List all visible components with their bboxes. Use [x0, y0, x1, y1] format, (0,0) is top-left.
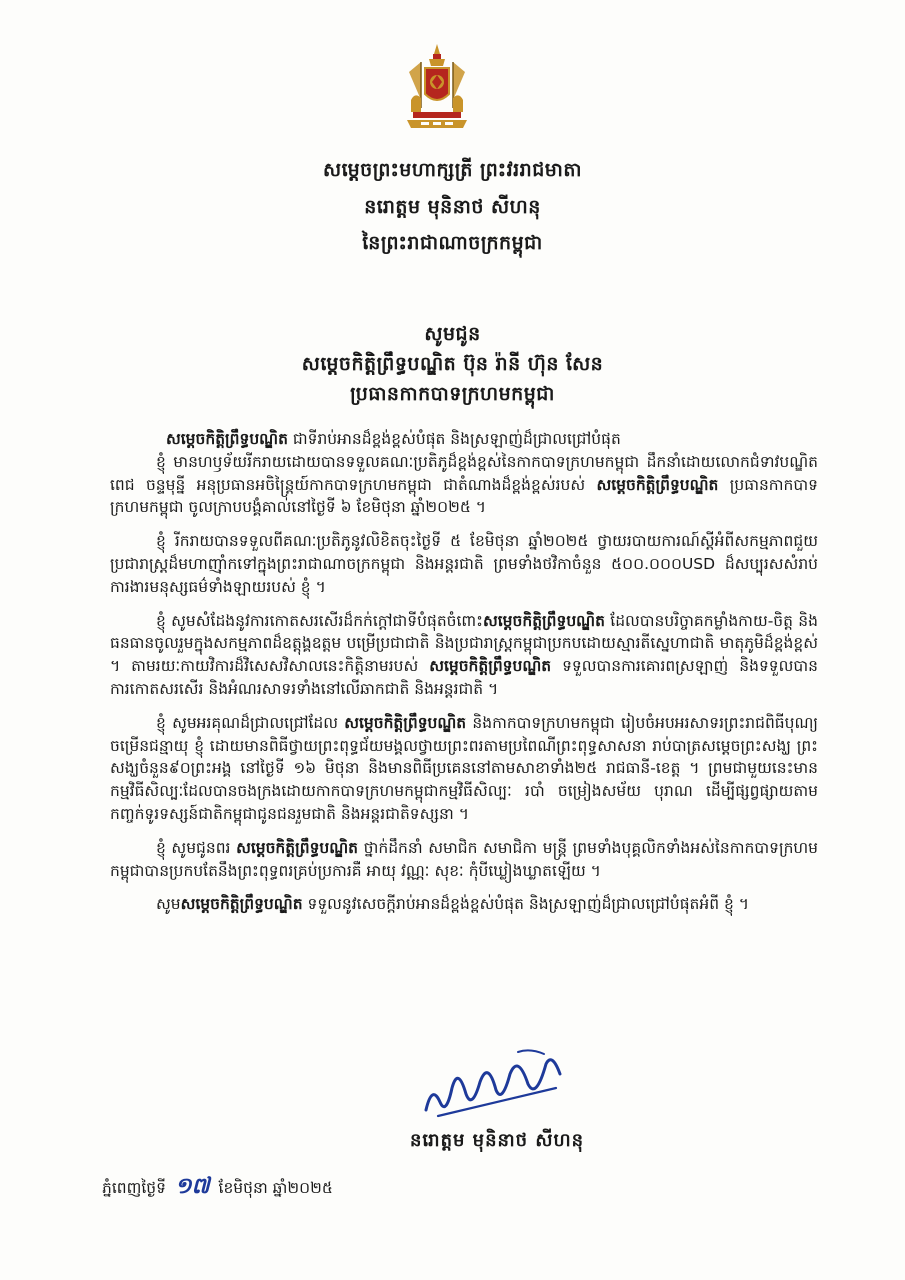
honorific-bold: សម្តេចកិត្តិព្រឹទ្ធបណ្ឌិត: [180, 895, 303, 914]
honorific-bold: សម្តេចកិត្តិព្រឹទ្ធបណ្ឌិត: [166, 430, 288, 448]
date-day-handwritten: ១៧: [174, 1174, 210, 1199]
paragraph-appreciation: [110, 610, 818, 701]
text-span: ខ្ញុំ សូមសំដែងនូវការកោតសរសើរដ៏កក់ក្តៅជាទីបំផុតចំពោះ: [156, 611, 483, 630]
paragraph-delegation: [110, 451, 818, 519]
paragraph-donation: [110, 530, 818, 598]
sender-country: នៃព្រះរាជាណាចក្រកម្ពុជា: [362, 232, 543, 254]
text-span: ជាទីរាប់អានដ៏ខ្ពង់ខ្ពស់បំផុត និងស្រឡាញ់ដ៏ជ្រាលជ្រៅបំផុត: [287, 430, 621, 448]
text-span: ខ្ញុំ រីករាយបានទទួលពីគណៈប្រតិភូនូវលិខិតចុះថ្ងៃទី ៥ ខែមិថុនា ឆ្នាំ២០២៥ ថ្វាយរបាយការណ៍ស្តីអំពីសកម្មភាពជួយប្រជារាស្ត្រដ៏មហាញ៉ាំកទៅក្នុងព្រះរាជាណាចក្រកម្ពុជា និងអន្តរជាតិ ព្រមទាំងថវិកាចំនួន ៥០០.០០០USD ដ៏សប្បុរសសំរាប់ការងារមនុស្សធម៌ទាំងឡាយរបស់ ខ្ញុំ ។: [110, 532, 818, 596]
honorific-bold: សម្តេចកិត្តិព្រឹទ្ធបណ្ឌិត: [483, 611, 605, 630]
paragraph-opening: [110, 428, 818, 451]
date-prefix: ភ្នំពេញថ្ងៃទី: [102, 1179, 166, 1197]
text-span: និងកាកបាទក្រហមកម្ពុជា រៀបចំអបអរសាទរព្រះរាជពិធីបុណ្យចម្រើនជន្មាយុ ខ្ញុំ ដោយមានពិធីថ្វាយព្រះពុទ្ធជ័យមង្គលថ្វាយព្រះពរតាមប្រពៃណីព្រះពុទ្ធសាសនា រាប់បាត្រសម្តេចព្រះសង្ឃ ព្រះសង្ឃចំនួន៩០ព្រះអង្គ នៅថ្ងៃទី ១៦ មិថុនា និងមានពិធីប្រគេននៅតាមសាខាទាំង២៥ រាជធានី-ខេត្ត ។ ព្រមជាមួយនេះមានកម្មវិធីសិល្បៈដែលបានចងក្រងដោយកាកបាទក្រហមកម្ពុជាកម្មវិធីសិល្បៈ របាំ ចម្រៀងសម័យ បុរាណ ដើម្បីផ្សព្វផ្សាយតាមកញ្ចក់ទូរទស្សន៍ជាតិកម្ពុជាជូនជនរួមជាតិ និងអន្តរជាតិទស្សនា ។: [110, 713, 818, 823]
honorific-bold: សម្តេចកិត្តិព្រឹទ្ធបណ្ឌិត: [596, 475, 719, 494]
text-span: ខ្ញុំ សូមអរគុណដ៏ជ្រាលជ្រៅដែល: [156, 713, 345, 732]
paragraph-thanks: [110, 712, 818, 826]
sender-name: នរោត្តម មុនិនាថ សីហនុ: [364, 196, 541, 218]
text-span: សូម: [156, 895, 181, 914]
royal-emblem-icon: [399, 42, 475, 132]
honorific-bold: សម្តេចកិត្តិព្រឹទ្ធបណ្ឌិត: [344, 713, 467, 732]
text-span: ថ្នាក់ដឹកនាំ សមាជិក សមាជិកា មន្ត្រី ព្រមទាំងបុគ្គលិកទាំងអស់នៃកាកបាទក្រហមកម្ពុជាបានប្រកបតែនឹងព្រះពុទ្ធពរគ្រប់ប្រការគឺ អាយុ វណ្ណៈ សុខៈ កុំបីឃ្លៀងឃ្លាតឡើយ ។: [110, 838, 819, 880]
text-span: ដែលបានបរិច្ចាគកម្លាំងកាយ-ចិត្ត និងធនធានចូលរួមក្នុងសកម្មភាពដ៏ឧត្តុង្គឧត្តម បម្រើប្រជាជាតិ និងប្រជារាស្ត្រកម្ពុជាប្រកបដោយស្មារតីស្នេហាជាតិ មាតុភូមិដ៏ខ្ពង់ខ្ពស់ ។ តាមរយៈកាយវិការដ៏វិសេសវិសាលនេះកិត្តិនាមរបស់: [110, 611, 818, 676]
addressee-name: សម្តេចកិត្តិព្រឹទ្ធបណ្ឌិត ប៊ុន រ៉ានី ហ៊ុន សែន: [301, 353, 604, 375]
signer-name: នរោត្តម មុនិនាថ សីហនុ: [410, 1130, 585, 1151]
date-line: [102, 1172, 333, 1204]
paragraph-closing: [110, 893, 818, 916]
text-span: ខ្ញុំ មានហឫទ័យរីករាយដោយបានទទួលគណៈប្រតិភូដ៏ខ្ពង់ខ្ពស់នៃកាកបាទក្រហមកម្ពុជា ដឹកនាំដោយលោកជំទាវបណ្ឌិត ពេជ ចន្ទមុន្នី អនុប្រធានអចិន្ត្រៃយ៍កាកបាទក្រហមកម្ពុជា ជាតំណាងដ៏ខ្ពង់ខ្ពស់របស់: [110, 452, 818, 494]
sender-title: សម្តេចព្រះមហាក្សត្រី ព្រះវររាជមាតា: [323, 159, 582, 181]
addressee-position: ប្រធានកាកបាទក្រហមកម្ពុជា: [350, 383, 555, 405]
text-span: ប្រធានកាកបាទក្រហមកម្ពុជា ចូលក្រាបបង្គំគាល់នៅថ្ងៃទី ៦ ខែមិថុនា ឆ្នាំ២០២៥ ។: [110, 475, 818, 517]
text-span: ទទួលនូវសេចក្តីរាប់អានដ៏ខ្ពង់ខ្ពស់បំផុត និងស្រឡាញ់ដ៏ជ្រាលជ្រៅបំផុតអំពី ខ្ញុំ ។: [302, 895, 749, 914]
letter-body: [110, 428, 818, 927]
addressee-salutation: សូមជូន: [424, 323, 481, 345]
handwritten-signature: [418, 1044, 568, 1124]
text-span: ទទួលបានការគោរពស្រឡាញ់ និងទទួលបានការកោតសរសើរ និងអំណរសាទរទាំងនៅលើឆាកជាតិ និងអន្តរជាតិ ។: [110, 657, 818, 698]
honorific-bold: សម្តេចកិត្តិព្រឹទ្ធបណ្ឌិត: [236, 838, 359, 857]
text-span: ខ្ញុំ សូមជូនពរ: [156, 838, 237, 857]
date-suffix: ខែមិថុនា ឆ្នាំ២០២៥: [218, 1179, 333, 1197]
paragraph-blessing: [110, 837, 818, 883]
honorific-bold: សម្តេចកិត្តិព្រឹទ្ធបណ្ឌិត: [429, 657, 552, 676]
